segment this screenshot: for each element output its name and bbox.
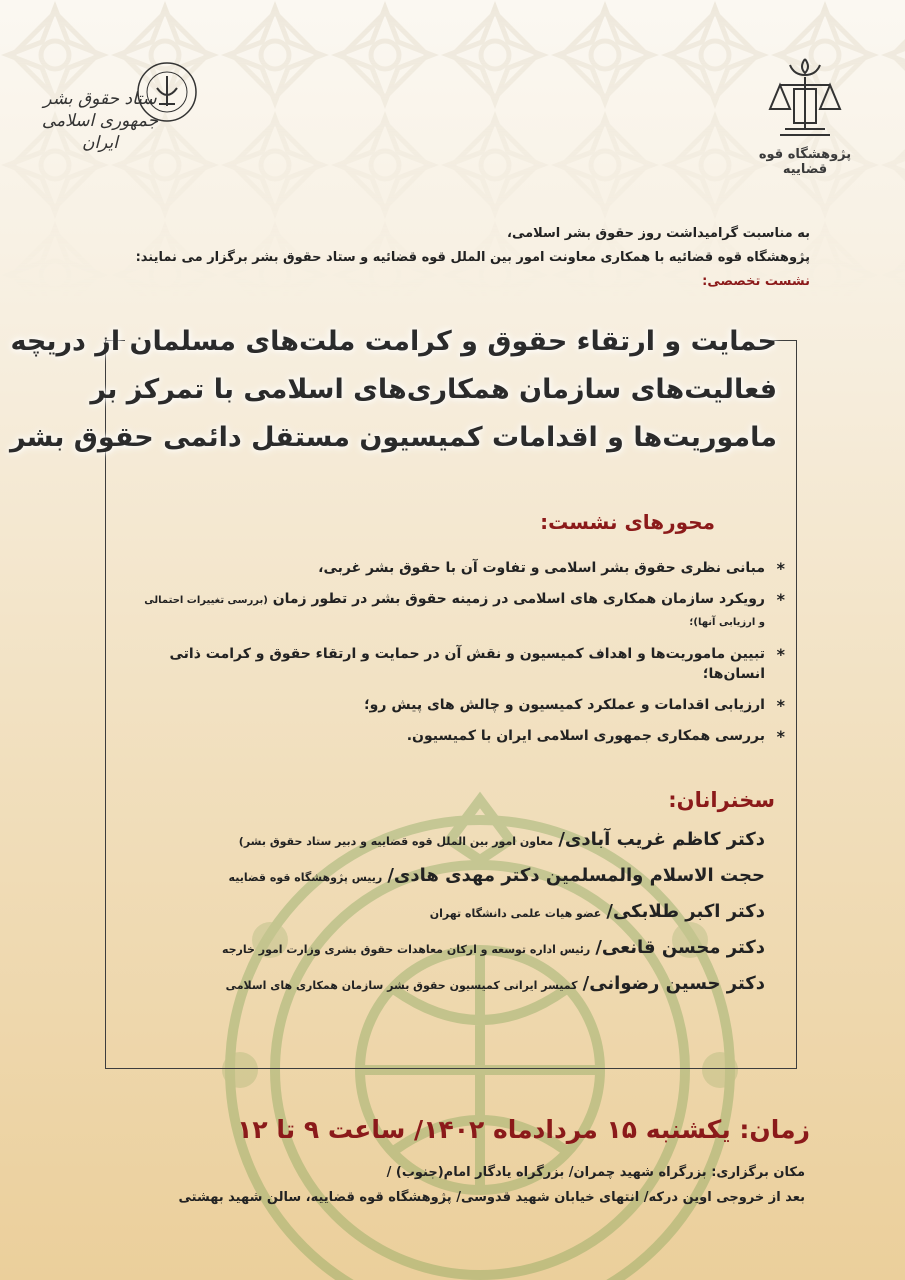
- speaker-role: عضو هیات علمی دانشگاه تهران: [429, 907, 602, 920]
- title-line-2: فعالیت‌های سازمان همکاری‌های اسلامی با تمرکز بر: [90, 374, 777, 405]
- speaker-row: [125, 966, 765, 1002]
- speaker-role: کمیسر ایرانی کمیسیون حقوق بشر سازمان همکاری های اسلامی: [225, 979, 578, 992]
- scales-book-icon: [750, 55, 860, 145]
- axis-item: * تبیین ماموریت‌ها و اهداف کمیسیون و نقش آن در حمایت و ارتقاء حقوق و کرامت ذاتی انسان‌ها؛: [137, 644, 787, 684]
- axes-list: [137, 558, 787, 757]
- title-line-3: ماموریت‌ها و اقدامات کمیسیون مستقل دائمی حقوق بشر: [9, 422, 777, 453]
- speaker-name: دکتر محسن قانعی/: [595, 937, 765, 958]
- judiciary-research-institute-logo: [750, 55, 860, 175]
- logo-left-caption: ستاد حقوق بشر جمهوری اسلامی ایران: [41, 89, 159, 154]
- event-place: [45, 1160, 805, 1210]
- speaker-name: دکتر اکبر طلابکی/: [606, 901, 765, 922]
- human-rights-headquarters-logo: [40, 60, 200, 160]
- speaker-role: رییس پژوهشگاه قوه قضاییه: [228, 871, 383, 884]
- logo-right-caption: پژوهشگاه قوه قضاییه: [758, 147, 852, 177]
- speaker-row: [125, 930, 765, 966]
- session-type-label: نشست تخصصی:: [702, 274, 810, 289]
- speaker-name: دکتر کاظم غریب آبادی/: [558, 829, 765, 850]
- speakers-list: [125, 822, 765, 1002]
- speaker-role: رئیس اداره توسعه و ارکان معاهدات حقوق بشری وزارت امور خارجه: [221, 943, 591, 956]
- speaker-name: حجت الاسلام والمسلمین دکتر مهدی هادی/: [387, 865, 765, 886]
- title-line-1: حمایت و ارتقاء حقوق و کرامت ملت‌های مسلمان از دریچه: [10, 326, 777, 357]
- axes-heading: محورهای نشست:: [540, 510, 715, 534]
- axis-item: * بررسی همکاری جمهوری اسلامی ایران با کمیسیون.: [137, 726, 787, 746]
- place-line-1: مکان برگزاری: بزرگراه شهید چمران/ بزرگراه یادگار امام(جنوب) /: [386, 1165, 805, 1180]
- axis-item: * ارزیابی اقدامات و عملکرد کمیسیون و چالش های پیش رو؛: [137, 695, 787, 715]
- speaker-name: دکتر حسین رضوانی/: [582, 973, 765, 994]
- place-line-2: بعد از خروجی اوین درکه/ انتهای خیابان شهید قدوسی/ پژوهشگاه قوه قضاییه، سالن شهید بهشتی: [178, 1190, 805, 1205]
- axis-item-note: (بررسی تغییرات احتمالی و ارزیابی آنها)؛: [144, 595, 765, 628]
- speaker-row: [125, 822, 765, 858]
- axis-item: * مبانی نظری حقوق بشر اسلامی و تفاوت آن با حقوق بشر غربی،: [137, 558, 787, 578]
- event-time: زمان: یکشنبه ۱۵ مردادماه ۱۴۰۲/ ساعت ۹ تا ۱۲: [237, 1115, 810, 1144]
- intro-occasion: به مناسبت گرامیداشت روز حقوق بشر اسلامی،: [507, 226, 810, 241]
- session-title: [9, 318, 777, 462]
- speaker-role: معاون امور بین الملل قوه قضاییه و دبیر ستاد حقوق بشر): [238, 835, 554, 848]
- speaker-row: [125, 858, 765, 894]
- intro-organizers: پژوهشگاه قوه قضائیه با همکاری معاونت امور بین الملل قوه قضائیه و ستاد حقوق بشر برگزار می نمایند:: [135, 250, 810, 265]
- axis-item: * رویکرد سازمان همکاری های اسلامی در زمینه حقوق بشر در تطور زمان (بررسی تغییرات احتمالی و ارزیابی آنها)؛: [137, 589, 787, 633]
- speakers-heading: سخنرانان:: [668, 788, 775, 812]
- intro-block: [50, 222, 810, 294]
- speaker-row: [125, 894, 765, 930]
